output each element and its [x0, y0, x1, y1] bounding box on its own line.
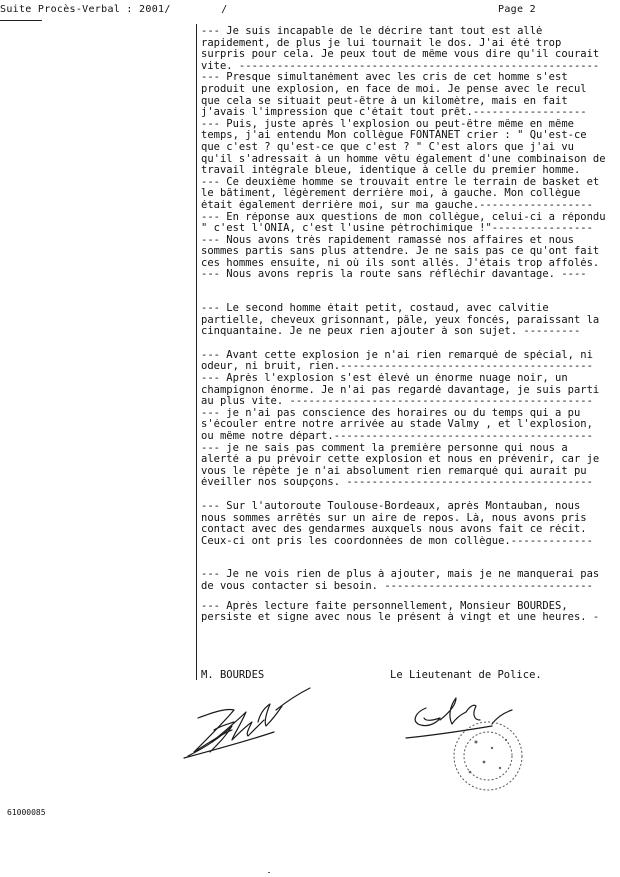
paragraph	[201, 408, 607, 443]
text-line: --- Je ne vois rien de plus à ajouter, mais je ne manquerai pas	[201, 569, 600, 581]
text-line: --- je n'ai pas conscience des horaires ou du temps qui a pu	[201, 407, 581, 419]
text-line: --- Nous avons repris la route sans réfléchir davantage. ----	[201, 269, 587, 281]
text-line: --- Puis, juste après l'explosion ou peut-être même en même	[201, 118, 574, 130]
text-line: qu'il s'adressait à un homme vêtu également d'une combinaison de	[201, 153, 606, 165]
paragraph	[201, 569, 607, 592]
paragraph	[201, 212, 607, 235]
paragraph	[201, 235, 607, 281]
text-line: --- Je suis incapable de le décrire tant tout est allé	[201, 26, 543, 37]
text-line: sommes partis sans plus attendre. Je ne sais pas ce qu'ont fait	[201, 246, 600, 258]
text-line: partielle, cheveux grisonnant, pâle, yeux foncés, paraissant la	[201, 314, 600, 326]
spacer	[201, 593, 607, 601]
officer-signature	[396, 690, 546, 800]
text-line: nous sommes arrêtés sur un aire de repos. Là, nous avons pris	[201, 512, 587, 524]
text-line: --- Le second homme était petit, costaud, avec calvitie	[201, 303, 549, 315]
text-line: --- Sur l'autoroute Toulouse-Bordeaux, après Montauban, nous	[201, 500, 581, 512]
text-line: j'avais l'impression que c'était tout prêt.------------------	[201, 107, 587, 119]
text-line: persiste et signe avec nous le présent à vingt et une heures. -	[201, 612, 600, 624]
text-line: odeur, ni bruit, rien.----------------------------------------	[201, 361, 593, 373]
text-line: rapidement, de plus je lui tournait le dos. J'ai été trop	[201, 37, 562, 49]
paragraph	[201, 72, 607, 118]
paragraph	[201, 303, 607, 338]
text-line: alerté a pu prévoir cette explosion et nous en prévenir, car je	[201, 454, 600, 466]
text-line: contact avec des gendarmes auxquels nous avons fait ce récit.	[201, 524, 587, 536]
folio-number: 61000085	[7, 808, 46, 817]
text-line: --- Presque simultanément avec les cris de cet homme s'est	[201, 72, 568, 84]
paragraph	[201, 501, 607, 547]
paragraph	[201, 373, 607, 408]
signatory-witness: M. BOURDES	[201, 669, 265, 681]
paragraph	[201, 350, 607, 373]
paragraph	[201, 443, 607, 489]
text-line: produit une explosion, en face de moi. Je pense avec le recul	[201, 83, 587, 95]
text-line: temps, j'ai entendu Mon collègue FONTANET crier : " Qu'est-ce	[201, 130, 587, 142]
text-line: que c'est ? qu'est-ce que c'est ? " C'est alors que j'ai vu	[201, 141, 574, 153]
signatory-officer: Le Lieutenant de Police.	[390, 669, 542, 681]
text-line: le bâtiment, légèrement derrière moi, à gauche. Mon collègue	[201, 188, 581, 200]
text-line: surpris pour cela. Je peux tout de même vous dire qu'il courait	[201, 49, 600, 61]
text-line: était également derrière moi, sur ma gauche.------------------	[201, 199, 593, 211]
margin-line	[196, 24, 197, 680]
witness-signature	[174, 682, 312, 762]
header-title: Suite Procès-Verbal : 2001/ /	[0, 4, 228, 15]
text-line: --- Après lecture faite personnellement, Monsieur BOURDES,	[201, 600, 568, 612]
paragraph	[201, 177, 607, 212]
text-line: de vous contacter si besoin. ---------------------------------	[201, 580, 593, 592]
text-line: ou même notre départ.-----------------------------------------	[201, 431, 593, 442]
text-line: --- je ne sais pas comment la première personne qui nous a	[201, 442, 568, 454]
text-line: Ceux-ci ont pris les coordonnées de mon collègue.-------------	[201, 535, 593, 547]
spacer	[201, 547, 607, 569]
text-line: éveiller nos soupçons. ---------------------------------------	[201, 477, 593, 489]
text-line: --- Nous avons très rapidement ramassé nos affaires et nous	[201, 234, 574, 246]
text-line: --- Après l'explosion s'est élevé un énorme nuage noir, un	[201, 373, 568, 385]
text-line: champignon énorme. Je n'ai pas regardé davantage, je suis parti	[201, 384, 600, 396]
page-number: Page 2	[498, 4, 536, 15]
text-line: que cela se situait peut-être à un kilomètre, mais en fait	[201, 95, 568, 107]
text-line: cinquantaine. Je ne peux rien ajouter à son sujet. ---------	[201, 326, 581, 338]
page-header	[0, 3, 620, 19]
header-rule	[0, 20, 42, 21]
text-line: s'écouler entre notre arrivée au stade Valmy , et l'explosion,	[201, 419, 593, 431]
text-line: travail intégrale bleue, identique à celle du premier homme.	[201, 165, 581, 177]
text-line: --- En réponse aux questions de mon collègue, celui-ci a répondu	[201, 211, 606, 223]
paragraph	[201, 119, 607, 177]
spacer	[201, 281, 607, 303]
text-line: vite. ---------------------------------------------------------	[201, 60, 600, 72]
text-line: " c'est l'ONIA, c'est l'usine pétrochimique !"----------------	[201, 223, 593, 235]
text-line: --- Avant cette explosion je n'ai rien remarqué de spécial, ni	[201, 349, 593, 361]
text-line: ces hommes ensuite, ni où ils sont allés. J'étais trop affolés.	[201, 257, 600, 269]
statement-body	[201, 26, 607, 624]
paragraph	[201, 26, 607, 72]
spacer	[201, 489, 607, 501]
text-line: vous le répète je n'ai absolument rien remarqué qui aurait pu	[201, 465, 587, 477]
paragraph	[201, 601, 607, 624]
text-line: --- Ce deuxième homme se trouvait entre le terrain de basket et	[201, 176, 600, 188]
text-line: au plus vite. ------------------------------------------------	[201, 396, 593, 408]
spacer	[201, 338, 607, 350]
scan-speck	[268, 872, 270, 873]
